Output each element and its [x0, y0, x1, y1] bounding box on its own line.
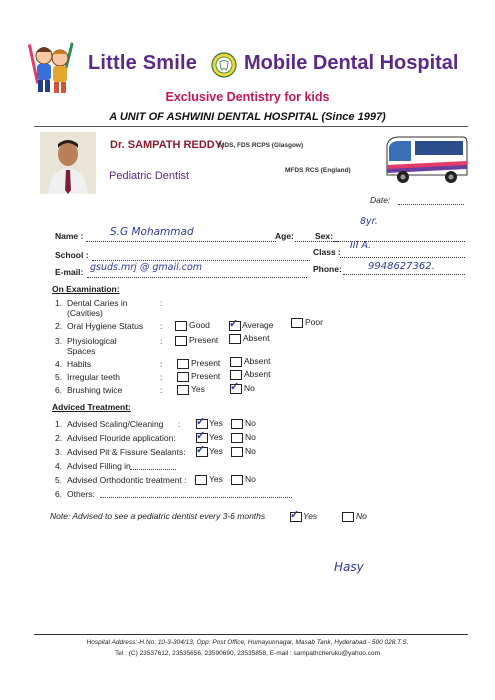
flouride-yes-label: Yes [209, 432, 223, 442]
exam-item-4-num: 4. [55, 359, 63, 369]
sealants-yes-tick-icon: ✓ [196, 444, 206, 456]
footer-divider [34, 634, 468, 635]
name-label: Name : [55, 231, 84, 241]
brushing-no-label: No [244, 383, 255, 393]
treat-item-1-num: 1. [55, 419, 63, 429]
exam-item-2-num: 2. [55, 321, 63, 331]
oral-good-label: Good [189, 320, 210, 330]
kids-toothbrush-logo [26, 38, 78, 96]
ortho-no-label: No [245, 474, 256, 484]
scaling-no-label: No [245, 418, 256, 428]
doctor-signature: Hasy [334, 560, 364, 574]
flouride-no-label: No [245, 432, 256, 442]
treat-item-5-label: Advised Orthodontic treatment : [67, 475, 187, 485]
treat-item-6-label: Others: [67, 489, 95, 499]
sealants-no-checkbox[interactable] [231, 447, 243, 457]
exam-item-5-num: 5. [55, 372, 63, 382]
header-divider [34, 126, 468, 127]
oral-average-label: Average [242, 320, 274, 330]
doctor-name: Dr. SAMPATH REDDY, [110, 139, 224, 151]
irregular-present-label: Present [191, 371, 221, 381]
treat-item-4-num: 4. [55, 461, 63, 471]
sex-value: 8yr. [360, 216, 378, 227]
exam-item-1-label2: (Cavities) [67, 308, 103, 318]
phone-label: Phone: [313, 264, 342, 274]
mobile-dental-bus-image [383, 131, 469, 187]
brushing-yes-label: Yes [191, 384, 205, 394]
exam-item-5-colon: : [160, 372, 163, 382]
exam-item-1-num: 1. [55, 298, 63, 308]
treat-item-3-label: Advised Pit & Fissure Sealants: [67, 447, 186, 457]
scaling-no-checkbox[interactable] [231, 419, 243, 429]
email-field[interactable] [87, 277, 307, 278]
exam-item-1-colon: : [160, 298, 163, 308]
age-label: Age: [275, 231, 294, 241]
treat-item-1-label: Advised Scaling/Cleaning [67, 419, 164, 429]
exam-item-1-label: Dental Caries in [67, 298, 128, 308]
tooth-seal-icon [211, 52, 237, 78]
note-yes-label: Yes [303, 511, 318, 521]
class-field[interactable] [340, 257, 465, 258]
school-field[interactable] [92, 260, 310, 261]
oral-average-tick-icon: ✓ [229, 318, 239, 330]
treat-item-3-num: 3. [55, 447, 63, 457]
habits-absent-checkbox[interactable] [230, 357, 242, 367]
footer-contact: Tel : (C) 23537612, 23535656, 23590690, 23535858, E-mail : sampathcheruku@yahoo.com [115, 650, 380, 657]
habits-absent-label: Absent [244, 356, 271, 366]
doctor-qualifications-2: MFDS RCS (England) [285, 167, 351, 174]
ortho-no-checkbox[interactable] [231, 475, 243, 485]
email-label: E-mail: [55, 267, 84, 277]
doctor-photo [40, 132, 96, 194]
flouride-yes-tick-icon: ✓ [196, 430, 206, 442]
sealants-yes-label: Yes [209, 446, 223, 456]
treat-item-1-colon: : [178, 419, 181, 429]
school-label: School : [55, 250, 89, 260]
irregular-absent-label: Absent [244, 369, 271, 379]
ortho-yes-checkbox[interactable] [195, 475, 207, 485]
age-field[interactable] [295, 241, 338, 242]
exam-item-2-label: Oral Hygiene Status [67, 321, 144, 331]
spaces-present-checkbox[interactable] [175, 336, 187, 346]
footer-address: Hospital Address:-H.No. 10-3-304/13, Opp: Post Office, Humayunnagar, Masab Tank, Hyderabad - 500 028.T.S. [86, 639, 409, 646]
ortho-yes-label: Yes [209, 474, 223, 484]
sealants-no-label: No [245, 446, 256, 456]
exam-item-4-colon: : [160, 359, 163, 369]
doctor-qualifications-1: MDS, FDS RCPS (Glasgow) [219, 142, 304, 149]
exam-item-6-num: 6. [55, 385, 63, 395]
oral-good-checkbox[interactable] [175, 321, 187, 331]
unit-line: A UNIT OF ASHWINI DENTAL HOSPITAL (Since 1997) [109, 111, 386, 123]
name-value: S.G Mohammad [110, 226, 194, 238]
exam-item-6-colon: : [160, 385, 163, 395]
treat-item-2-label: Advised Flouride application: [67, 433, 176, 443]
subtitle: Exclusive Dentistry for kids [165, 90, 330, 104]
sex-label: Sex: [315, 231, 333, 241]
treat-item-5-num: 5. [55, 475, 63, 485]
oral-poor-checkbox[interactable] [291, 318, 303, 328]
brushing-no-tick-icon: ✓ [230, 381, 240, 393]
hospital-title-left: Little Smile [88, 52, 198, 74]
specialty: Pediatric Dentist [109, 170, 190, 182]
habits-present-label: Present [191, 358, 221, 368]
exam-item-3-label: Physiological [67, 336, 117, 346]
brushing-yes-checkbox[interactable] [177, 385, 189, 395]
exam-item-5-label: Irregular teeth [67, 372, 120, 382]
exam-item-2-colon: : [160, 321, 163, 331]
email-value: gsuds.mrj @ gmail.com [90, 262, 203, 273]
class-label: Class : [313, 247, 341, 257]
name-field[interactable] [86, 241, 276, 242]
class-value: III A. [350, 240, 372, 251]
spaces-absent-label: Absent [243, 333, 270, 343]
scaling-yes-tick-icon: ✓ [196, 416, 206, 428]
note-no-checkbox[interactable] [342, 512, 354, 522]
flouride-no-checkbox[interactable] [231, 433, 243, 443]
spaces-absent-checkbox[interactable] [229, 334, 241, 344]
date-field[interactable] [398, 204, 464, 205]
phone-value: 9948627362. [368, 261, 435, 272]
others-field[interactable] [100, 497, 292, 498]
phone-field[interactable] [343, 274, 465, 275]
exam-item-3-num: 3. [55, 336, 63, 346]
treat-item-4-label: Advised Filling in [67, 461, 131, 471]
scaling-yes-label: Yes [209, 418, 223, 428]
irregular-present-checkbox[interactable] [177, 372, 189, 382]
date-label: Date: [370, 195, 391, 205]
examination-heading: On Examination: [52, 284, 120, 294]
note-text: Note: Advised to see a pediatric dentist every 3-6 months [50, 511, 266, 521]
exam-item-3-label2: Spaces [67, 346, 96, 356]
habits-present-checkbox[interactable] [177, 359, 189, 369]
exam-item-3-colon: : [160, 336, 163, 346]
hospital-title-right: Mobile Dental Hospital [244, 52, 459, 74]
filling-field[interactable] [130, 469, 176, 470]
irregular-absent-checkbox[interactable] [230, 370, 242, 380]
exam-item-6-label: Brushing twice [67, 385, 123, 395]
treatment-heading: Adviced Treatment: [52, 402, 131, 412]
treat-item-2-num: 2. [55, 433, 63, 443]
exam-item-4-label: Habits [67, 359, 92, 369]
spaces-present-label: Present [189, 335, 219, 345]
note-yes-tick-icon: ✓ [290, 509, 300, 521]
oral-poor-label: Poor [305, 317, 323, 327]
treat-item-6-num: 6. [55, 489, 63, 499]
note-no-label: No [356, 511, 367, 521]
